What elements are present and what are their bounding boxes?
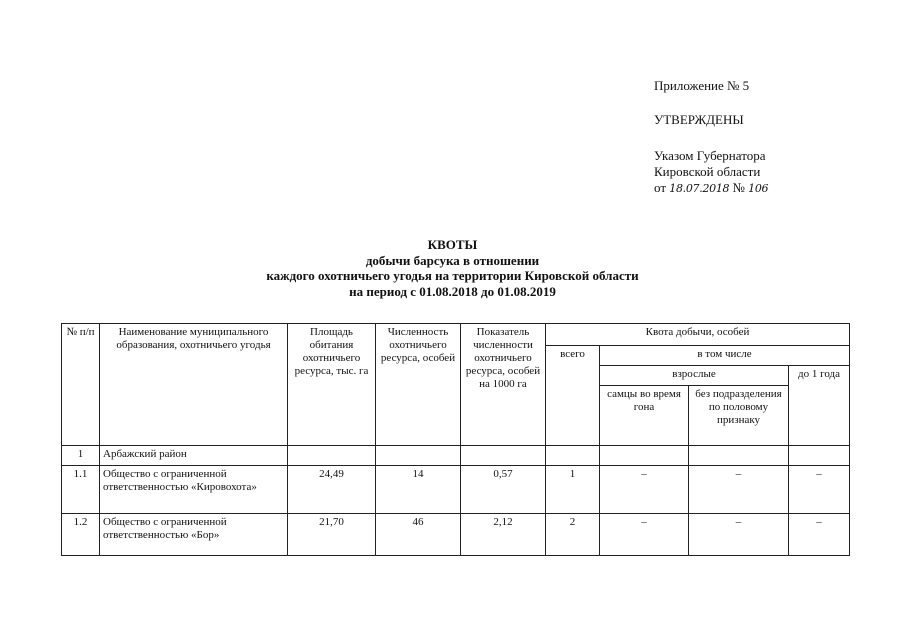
row-num: 1.2 — [62, 514, 100, 556]
row-index: 0,57 — [461, 466, 546, 514]
header-including: в том числе — [600, 346, 850, 366]
row-index: 2,12 — [461, 514, 546, 556]
header-count: Численность охотничьего ресурса, особей — [376, 324, 461, 446]
handwritten-number: 106 — [748, 182, 769, 195]
approval-block — [654, 78, 768, 197]
row-count: 46 — [376, 514, 461, 556]
decree-line-1: Указом Губернатора — [654, 148, 766, 163]
decree-line-2: Кировской области — [654, 164, 761, 179]
header-no-gender: без подразделения по половому признаку — [689, 386, 789, 446]
row-total: 1 — [546, 466, 600, 514]
header-total: всего — [546, 346, 600, 446]
decree-date-line — [654, 180, 768, 197]
appendix-label: Приложение № 5 — [654, 78, 750, 93]
row-males: – — [600, 466, 689, 514]
handwritten-date: 18.07.2018 — [669, 182, 730, 195]
row-total: 2 — [546, 514, 600, 556]
number-prefix: № — [732, 180, 745, 195]
header-adults: взрослые — [600, 366, 789, 386]
header-area: Площадь обитания охотничьего ресурса, тыс. га — [288, 324, 376, 446]
header-num: № п/п — [62, 324, 100, 446]
header-index: Показатель численности охотничьего ресурса, особей на 1000 га — [461, 324, 546, 446]
row-name: Общество с ограниченной ответственностью «Кировохота» — [100, 466, 288, 514]
header-under1: до 1 года — [789, 366, 850, 446]
title-line-1: КВОТЫ — [427, 237, 478, 252]
quota-table — [61, 323, 850, 556]
table-row — [62, 466, 850, 514]
approved-label: УТВЕРЖДЕНЫ — [654, 112, 744, 127]
district-name: Арбажский район — [100, 446, 288, 466]
title-line-2: добычи барсука в отношении — [365, 252, 540, 268]
row-no-gender: – — [689, 514, 789, 556]
row-num: 1.1 — [62, 466, 100, 514]
title-line-4: на период с 01.08.2018 до 01.08.2019 — [349, 283, 556, 299]
row-under1: – — [789, 514, 850, 556]
table-row — [62, 514, 850, 556]
header-quota: Квота добычи, особей — [546, 324, 850, 346]
header-name: Наименование муниципального образования, охотничьего угодья — [100, 324, 288, 446]
document-title — [0, 237, 905, 299]
row-under1: – — [789, 466, 850, 514]
row-area: 24,49 — [288, 466, 376, 514]
row-name: Общество с ограниченной ответственностью «Бор» — [100, 514, 288, 556]
row-area: 21,70 — [288, 514, 376, 556]
header-males: самцы во время гона — [600, 386, 689, 446]
district-num: 1 — [62, 446, 100, 466]
title-line-3: каждого охотничьего угодья на территории Кировской области — [266, 268, 639, 283]
row-count: 14 — [376, 466, 461, 514]
row-no-gender: – — [689, 466, 789, 514]
date-prefix: от — [654, 180, 667, 195]
row-males: – — [600, 514, 689, 556]
district-row — [62, 446, 850, 466]
